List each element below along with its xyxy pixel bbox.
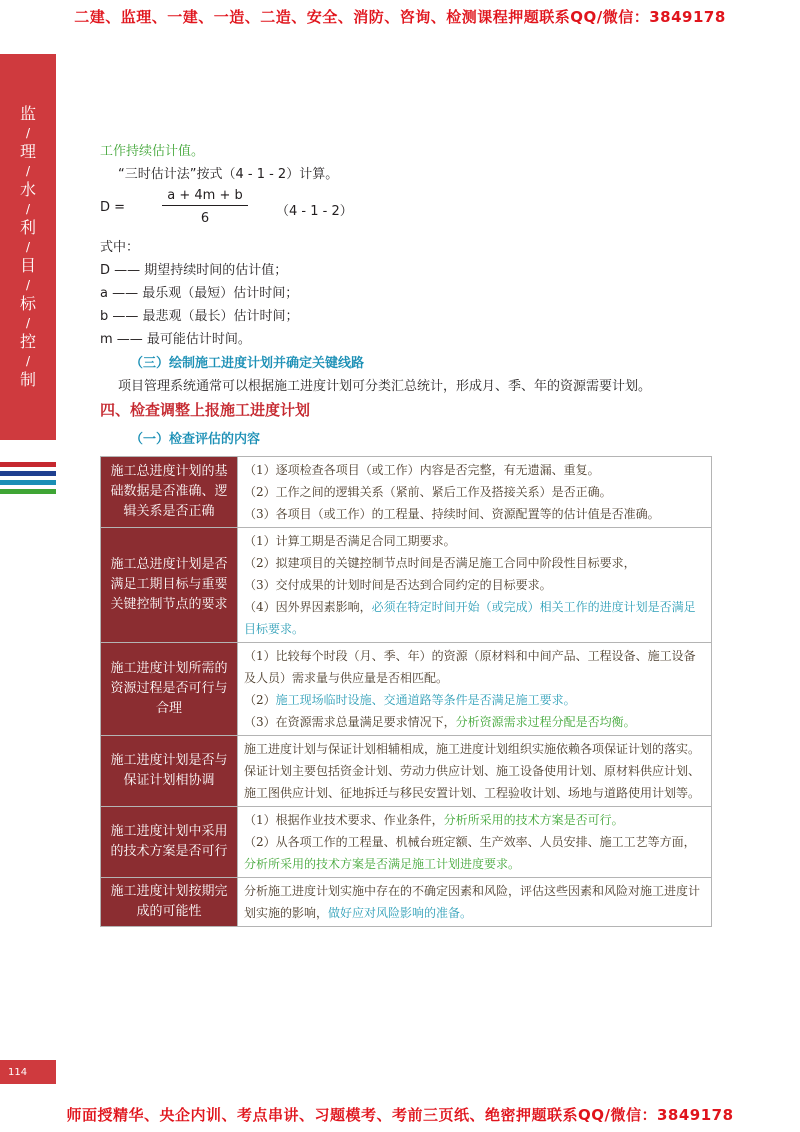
formula-numerator: a + 4m + b — [162, 188, 248, 206]
row-item: （2）工作之间的逻辑关系（紧前、紧后工作及搭接关系）是否正确。 — [244, 485, 612, 499]
row-item — [244, 831, 705, 875]
side-tab-sep: / — [25, 278, 31, 292]
side-tab-char: 标 — [19, 294, 36, 313]
row-label: 施工进度计划按期完成的可能性 — [101, 878, 238, 927]
row-item — [244, 596, 705, 640]
formula-lhs: D = — [100, 200, 126, 215]
top-banner: 二建、监理、一建、一造、二造、安全、消防、咨询、检测课程押题联系QQ/微信：3849178 — [74, 8, 726, 26]
table-row — [101, 807, 712, 878]
table-row — [101, 878, 712, 927]
row-item — [244, 880, 705, 924]
row-body — [238, 528, 712, 643]
def-b: b —— 最悲观（最长）估计时间； — [100, 309, 299, 324]
row-item — [244, 711, 705, 733]
table-row — [101, 457, 712, 528]
table-row — [101, 528, 712, 643]
row-item: （3）各项目（或工作）的工程量、持续时间、资源配置等的估计值是否准确。 — [244, 507, 660, 521]
section4-heading: 四、检查调整上报施工进度计划 — [100, 401, 311, 419]
bottom-banner: 师面授精华、央企内训、考点串讲、习题模考、考前三页纸、绝密押题联系QQ/微信：3849178 — [66, 1106, 734, 1124]
row-body — [238, 643, 712, 736]
row-item-highlight: 必须在特定时间开始（或完成）相关工作的进度计划是否满足目标要求。 — [244, 600, 696, 636]
row-item-text: 分析施工进度计划实施中存在的不确定因素和风险，评估这些因素和风险对施工进度计划实施的影响， — [244, 884, 701, 920]
side-tab-char: 目 — [19, 256, 36, 275]
def-m: m —— 最可能估计时间。 — [100, 332, 251, 347]
row-item-text: （2）从各项工作的工程量、机械台班定额、生产效率、人员安排、施工工艺等方面， — [244, 835, 696, 849]
row-item: （3）交付成果的计划时间是否达到合同约定的目标要求。 — [244, 578, 552, 592]
def-d: D —— 期望持续时间的估计值； — [100, 263, 288, 278]
row-body — [238, 457, 712, 528]
row-item-highlight: 做好应对风险影响的准备。 — [328, 906, 473, 920]
formula-denominator: 6 — [200, 211, 210, 226]
row-label: 施工总进度计划的基础数据是否准确、逻辑关系是否正确 — [101, 457, 238, 528]
side-tab-char: 理 — [19, 142, 36, 161]
side-tab-char: 监 — [19, 104, 36, 123]
row-item: （1）计算工期是否满足合同工期要求。 — [244, 534, 456, 548]
section4-subheading: （一）检查评估的内容 — [130, 432, 261, 447]
row-label: 施工进度计划中采用的技术方案是否可行 — [101, 807, 238, 878]
row-item-highlight: 分析资源需求过程分配是否均衡。 — [455, 715, 636, 729]
row-item-text: （1）根据作业技术要求、作业条件， — [244, 813, 444, 827]
chapter-side-tab — [0, 54, 56, 440]
row-item: （2）拟建项目的关键控制节点时间是否满足施工合同中阶段性目标要求， — [244, 556, 636, 570]
row-item: （1）逐项检查各项目（或工作）内容是否完整，有无遗漏、重复。 — [244, 463, 600, 477]
side-tab-char: 利 — [19, 218, 36, 237]
side-tab-sep: / — [25, 164, 31, 178]
stripe-green — [0, 489, 56, 494]
side-tab-char: 控 — [19, 332, 36, 351]
formula-fraction — [162, 188, 248, 226]
table-row — [101, 736, 712, 807]
intro-line-2: “三时估计法”按式（4 - 1 - 2）计算。 — [118, 167, 339, 182]
stripe-blue — [0, 480, 56, 485]
side-tab-char: 水 — [19, 180, 36, 199]
side-tab-sep: / — [25, 202, 31, 216]
row-label: 施工总进度计划是否满足工期目标与重要关键控制节点的要求 — [101, 528, 238, 643]
row-label: 施工进度计划所需的资源过程是否可行与合理 — [101, 643, 238, 736]
row-label: 施工进度计划是否与保证计划相协调 — [101, 736, 238, 807]
formula-ref: （4 - 1 - 2） — [276, 204, 353, 219]
side-tab-sep: / — [25, 316, 31, 330]
row-item: 施工进度计划与保证计划相辅相成，施工进度计划组织实施依赖各项保证计划的落实。保证计划主要包括资金计划、劳动力供应计划、施工设备使用计划、原材料供应计划、施工图供应计划、征地拆迁与移民安置计划、工程验收计划、场地与道路使用计划等。 — [244, 742, 701, 800]
row-item-text: （4）因外界因素影响， — [244, 600, 372, 614]
intro-line-1: 工作持续估计值。 — [100, 144, 205, 159]
color-stripes — [0, 462, 56, 498]
section3-text: 项目管理系统通常可以根据施工进度计划可分类汇总统计，形成月、季、年的资源需要计划。 — [118, 379, 652, 394]
side-tab-sep: / — [25, 240, 31, 254]
row-item-text: （2） — [244, 693, 276, 707]
row-body — [238, 878, 712, 927]
section3-heading: （三）绘制施工进度计划并确定关键线路 — [130, 356, 365, 371]
where-label: 式中： — [100, 240, 140, 255]
row-item: （1）比较每个时段（月、季、年）的资源（原材料和中间产品、工程设备、施工设备及人员）需求量与供应量是否相匹配。 — [244, 649, 696, 685]
row-item — [244, 689, 705, 711]
stripe-red — [0, 462, 56, 467]
row-item-highlight: 施工现场临时设施、交通道路等条件是否满足施工要求。 — [275, 693, 576, 707]
def-a: a —— 最乐观（最短）估计时间； — [100, 286, 299, 301]
table-row — [101, 643, 712, 736]
side-tab-sep: / — [25, 126, 31, 140]
row-item — [244, 809, 705, 831]
row-body — [238, 736, 712, 807]
check-content-table — [100, 456, 712, 927]
row-item-highlight: 分析所采用的技术方案是否满足施工计划进度要求。 — [244, 857, 521, 871]
side-tab-sep: / — [25, 354, 31, 368]
side-tab-char: 制 — [19, 370, 36, 389]
row-item-text: （3）在资源需求总量满足要求情况下， — [244, 715, 456, 729]
page-number: 114 — [0, 1060, 56, 1084]
stripe-navy — [0, 471, 56, 476]
row-item-highlight: 分析所采用的技术方案是否可行。 — [443, 813, 624, 827]
row-body — [238, 807, 712, 878]
